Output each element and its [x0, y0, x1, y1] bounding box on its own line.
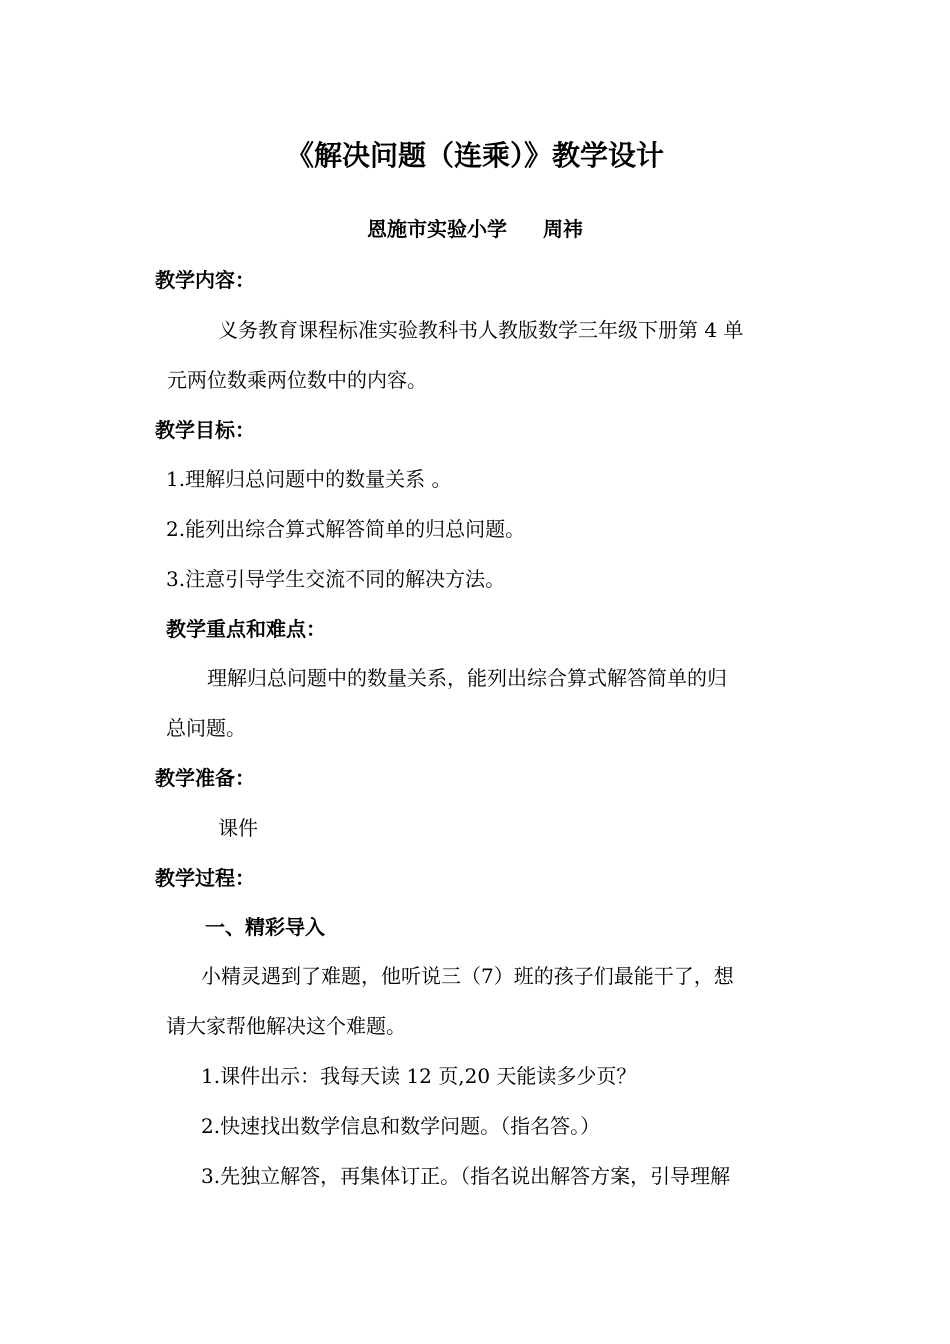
goal-item-3: 3.注意引导学生交流不同的解决方法。 — [166, 567, 506, 591]
goal-item-1: 1.理解归总问题中的数量关系 。 — [166, 467, 452, 491]
prep-text: 课件 — [218, 816, 258, 840]
heading-teaching-goals: 教学目标： — [155, 418, 255, 442]
author-name: 周祎 — [543, 217, 583, 241]
process-step-2: 2.快速找出数学信息和数学问题。（指名答。） — [201, 1114, 601, 1138]
byline — [0, 213, 950, 242]
goal-item-2: 2.能列出综合算式解答简单的归总问题。 — [166, 517, 526, 541]
heading-part-1: 一、精彩导入 — [205, 915, 325, 939]
content-paragraph-line-1: 义务教育课程标准实验教科书人教版数学三年级下册第 4 单 — [218, 318, 744, 342]
key-paragraph-line-1: 理解归总问题中的数量关系，能列出综合算式解答简单的归 — [207, 666, 727, 690]
part1-paragraph-line-2: 请大家帮他解决这个难题。 — [166, 1014, 406, 1038]
heading-key-points: 教学重点和难点： — [166, 617, 326, 641]
content-paragraph-line-2: 元两位数乘两位数中的内容。 — [167, 368, 427, 392]
heading-teaching-process: 教学过程： — [155, 866, 255, 890]
process-step-3: 3.先独立解答，再集体订正。（指名说出解答方案，引导理解 — [201, 1164, 731, 1188]
school-name: 恩施市实验小学 — [367, 217, 507, 241]
document-title: 《解决问题（连乘）》教学设计 — [285, 139, 664, 172]
key-paragraph-line-2: 总问题。 — [166, 716, 246, 740]
heading-teaching-prep: 教学准备： — [155, 766, 255, 790]
part1-paragraph-line-1: 小精灵遇到了难题，他听说三（7）班的孩子们最能干了，想 — [201, 964, 734, 988]
process-step-1: 1.课件出示：我每天读 12 页,20 天能读多少页？ — [201, 1064, 637, 1088]
heading-teaching-content: 教学内容： — [155, 268, 255, 292]
